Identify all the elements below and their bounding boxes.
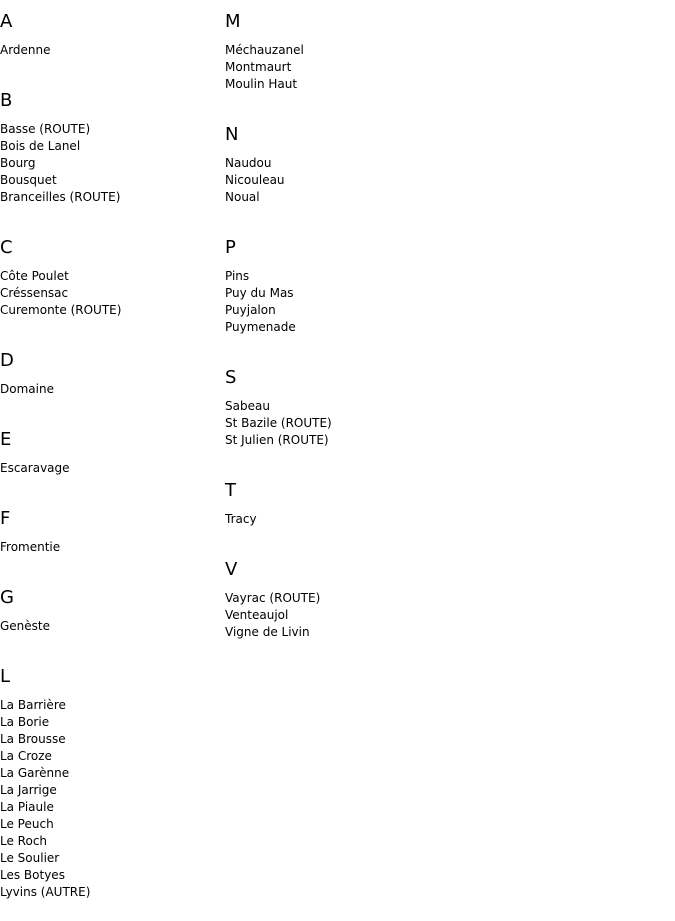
index-section-c <box>0 226 225 339</box>
place-item-venteaujol[interactable]: Venteaujol <box>225 608 289 622</box>
place-item-st-julien-route[interactable]: St Julien (ROUTE) <box>225 433 329 447</box>
section-letter-heading: F <box>0 508 11 529</box>
section-letter-heading: P <box>225 237 236 258</box>
place-item-la-garenne[interactable]: La Garènne <box>0 766 70 780</box>
place-item-mechauzanel[interactable]: Méchauzanel <box>225 43 304 57</box>
place-item-domaine[interactable]: Domaine <box>0 382 54 396</box>
index-section-b <box>0 79 225 226</box>
place-list <box>225 389 525 469</box>
place-list <box>0 33 225 79</box>
place-item-moulin-haut[interactable]: Moulin Haut <box>225 77 298 91</box>
index-section-d <box>0 339 225 418</box>
place-item-la-jarrige[interactable]: La Jarrige <box>0 783 57 797</box>
place-item-naudou[interactable]: Naudou <box>225 156 272 170</box>
place-list <box>225 259 525 356</box>
place-item-curemonte-route[interactable]: Curemonte (ROUTE) <box>0 303 122 317</box>
place-item-escaravage[interactable]: Escaravage <box>0 461 70 475</box>
place-item-la-borie[interactable]: La Borie <box>0 715 50 729</box>
section-letter-heading: M <box>225 11 241 32</box>
place-item-puyjalon[interactable]: Puyjalon <box>225 303 276 317</box>
place-item-montmaurt[interactable]: Montmaurt <box>225 60 292 74</box>
place-item-puymenade[interactable]: Puymenade <box>225 320 296 334</box>
place-item-les-botyes[interactable]: Les Botyes <box>0 868 65 882</box>
place-item-geneste[interactable]: Genèste <box>0 619 51 633</box>
place-item-tracy[interactable]: Tracy <box>225 512 257 526</box>
place-item-nicouleau[interactable]: Nicouleau <box>225 173 285 187</box>
index-column-left <box>0 0 225 921</box>
index-section-g <box>0 576 225 655</box>
place-list <box>0 530 225 576</box>
index-section-e <box>0 418 225 497</box>
place-item-la-barriere[interactable]: La Barrière <box>0 698 66 712</box>
place-item-puy-du-mas[interactable]: Puy du Mas <box>225 286 294 300</box>
section-letter-heading: E <box>0 429 12 450</box>
place-list <box>0 112 225 226</box>
place-item-basse-route[interactable]: Basse (ROUTE) <box>0 122 91 136</box>
place-item-branceilles-route[interactable]: Branceilles (ROUTE) <box>0 190 121 204</box>
index-section-n <box>225 113 525 226</box>
index-section-m <box>225 0 525 113</box>
section-letter-heading: N <box>225 124 239 145</box>
index-section-p <box>225 226 525 356</box>
place-item-bousquet[interactable]: Bousquet <box>0 173 57 187</box>
index-section-s <box>225 356 525 469</box>
place-list <box>0 372 225 418</box>
place-item-sabeau[interactable]: Sabeau <box>225 399 270 413</box>
section-letter-heading: L <box>0 666 11 687</box>
place-item-le-peuch[interactable]: Le Peuch <box>0 817 54 831</box>
place-list <box>225 502 525 548</box>
place-list <box>225 33 525 113</box>
place-item-bois-de-lanel[interactable]: Bois de Lanel <box>0 139 81 153</box>
place-item-la-brousse[interactable]: La Brousse <box>0 732 66 746</box>
index-section-l <box>0 655 225 921</box>
section-letter-heading: C <box>0 237 13 258</box>
place-item-lyvins-autre[interactable]: Lyvins (AUTRE) <box>0 885 91 899</box>
place-list <box>0 451 225 497</box>
place-item-noual[interactable]: Noual <box>225 190 260 204</box>
place-item-la-croze[interactable]: La Croze <box>0 749 52 763</box>
place-item-vigne-de-livin[interactable]: Vigne de Livin <box>225 625 310 639</box>
place-item-la-piaule[interactable]: La Piaule <box>0 800 54 814</box>
index-section-f <box>0 497 225 576</box>
section-letter-heading: T <box>225 480 236 501</box>
place-item-cressensac[interactable]: Créssensac <box>0 286 69 300</box>
section-letter-heading: S <box>225 367 237 388</box>
place-item-vayrac-route[interactable]: Vayrac (ROUTE) <box>225 591 321 605</box>
index-section-v <box>225 548 525 661</box>
section-letter-heading: A <box>0 11 13 32</box>
place-item-cote-poulet[interactable]: Côte Poulet <box>0 269 69 283</box>
place-list <box>225 146 525 226</box>
section-letter-heading: D <box>0 350 14 371</box>
place-item-le-roch[interactable]: Le Roch <box>0 834 48 848</box>
index-column-right <box>225 0 525 661</box>
index-section-t <box>225 469 525 548</box>
index-section-a <box>0 0 225 79</box>
place-item-pins[interactable]: Pins <box>225 269 250 283</box>
place-item-bourg[interactable]: Bourg <box>0 156 36 170</box>
place-list <box>225 581 525 661</box>
place-list <box>0 688 225 921</box>
place-list <box>0 259 225 339</box>
place-item-le-soulier[interactable]: Le Soulier <box>0 851 60 865</box>
place-item-st-bazile-route[interactable]: St Bazile (ROUTE) <box>225 416 332 430</box>
section-letter-heading: B <box>0 90 13 111</box>
place-list <box>0 609 225 655</box>
section-letter-heading: V <box>225 559 238 580</box>
place-item-ardenne[interactable]: Ardenne <box>0 43 51 57</box>
section-letter-heading: G <box>0 587 14 608</box>
place-item-fromentie[interactable]: Fromentie <box>0 540 61 554</box>
